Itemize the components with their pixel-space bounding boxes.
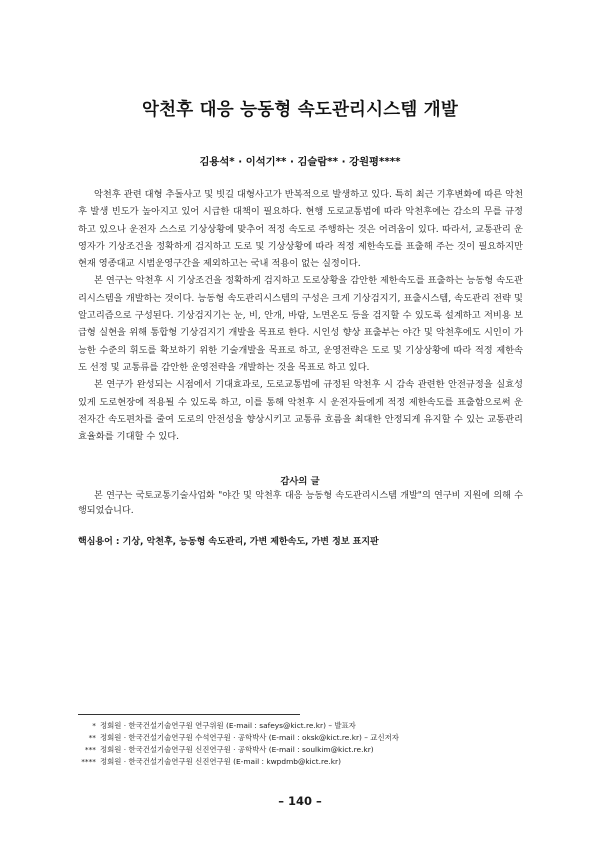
paper-title: 악천후 대응 능동형 속도관리시스템 개발 [142,100,458,120]
footnote [78,744,528,756]
keywords: 핵심용어 : 기상, 악천후, 능동형 속도관리, 가변 제한속도, 가변 정보 표지판 [78,537,379,547]
footnote-mark: ** [88,733,96,742]
footnote-mark: **** [81,757,96,766]
author-list: 김용석* · 이석기** · 김슬람** · 강원평**** [199,156,401,168]
footnote-text: 정회원 · 한국건설기술연구원 연구위원 (E-mail : safeys@kict.re.kr) – 발표자 [100,721,356,730]
footnote-text: 정회원 · 한국건설기술연구원 신진연구원 · 공학박사 (E-mail : soulkim@kict.re.kr) [100,745,374,754]
footnote-text: 정회원 · 한국건설기술연구원 신진연구원 (E-mail : kwpdmb@kict.re.kr) [100,757,341,766]
acknowledgement-heading: 감사의 글 [280,476,320,487]
acknowledgement-text: 본 연구는 국토교통기술사업화 "야간 및 악천후 대응 능동형 속도관리시스템 개발"의 연구비 지원에 의해 수행되었습니다. [78,491,523,516]
footnote-divider [78,714,300,715]
footnote [78,756,528,768]
footnotes [78,720,528,768]
abstract-paragraph: 본 연구는 악천후 시 기상조건을 정확하게 검지하고 도로상황을 감안한 제한속도를 표출하는 능동형 속도관리시스템을 개발하는 것이다. 능동형 속도관리시스템의 구성은 크게 기상검지기, 표출시스템, 속도관리 전략 및 알고리즘으로 구성된다. 기상검지기는 눈, 비, 안개, 바람, 노면온도 등을 검지할 수 있도록 설계하고 저비용 보급형 실현을 위해 통합형 기상검지기 개발을 목표로 한다. 시인성 향상 표출부는 야간 및 악천후에도 시인이 가능한 수준의 휘도를 확보하기 위한 기술개발을 목표로 하고, 운영전략은 도로 및 기상상황에 따라 적정 제한속도 선정 및 교통류를 감안한 운영전략을 개발하는 것을 목표로 하고 있다. [78,275,523,373]
footnote-text: 정회원 · 한국건설기술연구원 수석연구원 · 공학박사 (E-mail : oksk@kict.re.kr) – 교신저자 [100,733,399,742]
abstract-paragraph: 악천후 관련 대형 추돌사고 및 빗길 대형사고가 반복적으로 발생하고 있다. 특히 최근 기후변화에 따른 악천후 발생 빈도가 높아지고 있어 시급한 대책이 필요하다. 현행 도로교통법에 따라 악천후에는 감소의 무를 규정하고 있으나 운전자 스스로 기상상황에 맞추어 적정 속도로 주행하는 것은 어려움이 있다. 따라서, 교통관리 운영자가 기상조건을 정확하게 검지하고 도로 및 기상상황에 따라 적정 제한속도를 표출해 주는 것이 필요하지만 현재 영종대교 시범운영구간을 제외하고는 국내 적용이 없는 실정이다. [78,189,523,270]
footnote-mark: * [92,721,96,730]
acknowledgement-body [78,489,523,519]
abstract [78,186,523,445]
abstract-paragraph: 본 연구가 완성되는 시점에서 기대효과로, 도로교통법에 규정된 악천후 시 감속 관련한 안전규정을 실효성있게 도로현장에 적용될 수 있도록 하고, 이를 통해 악천후 시 운전자들에게 적정 제한속도를 표출함으로써 운전자간 속도편차를 줄여 도로의 안전성을 향상시키고 교통류 흐름을 최대한 안정되게 유지할 수 있는 교통관리 효율화를 기대할 수 있다. [78,379,523,443]
footnote [78,720,528,732]
footnote [78,732,528,744]
page-number: – 140 – [278,794,322,808]
footnote-mark: *** [84,745,96,754]
